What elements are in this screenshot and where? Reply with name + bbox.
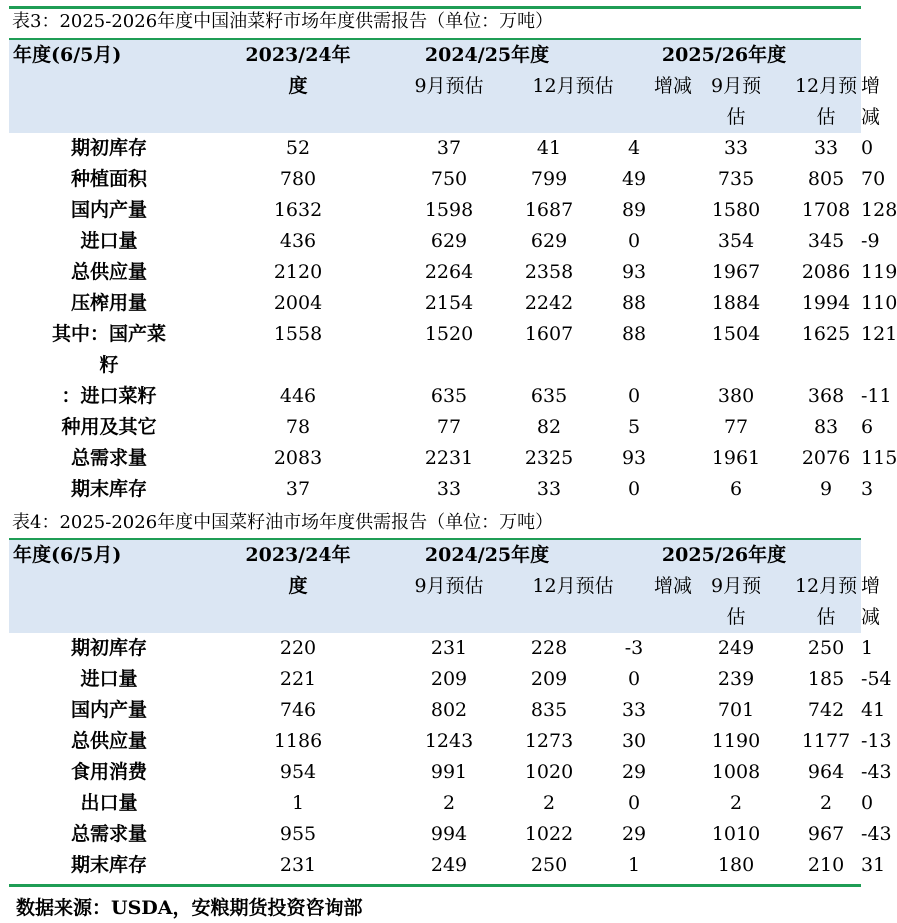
row-label-continuation: 籽 <box>99 354 119 376</box>
table-cell: 1884 <box>711 292 761 314</box>
table-cell: 29 <box>621 823 647 845</box>
table-cell: 446 <box>279 385 317 407</box>
table-cell: 2 <box>442 792 456 814</box>
table-cell: 249 <box>717 637 755 659</box>
table-cell: 2120 <box>273 261 323 283</box>
table-row: 国内产量 746 802 835 33 701 742 41 <box>9 695 861 726</box>
col-2024-25-header: 2024/25年度 <box>387 540 587 571</box>
source-note: 数据来源：USDA，安粮期货投资咨询部 <box>16 897 363 919</box>
header-row-3: 估 估 减 <box>9 602 861 633</box>
table-cell: 1190 <box>711 730 761 752</box>
table-cell: 742 <box>807 699 845 721</box>
dec-estimate-header-26: 12月预 <box>791 71 861 102</box>
table-row-continuation <box>9 350 861 381</box>
table-cell: 209 <box>530 668 568 690</box>
table-cell: 88 <box>621 292 647 314</box>
row-label: 进口量 <box>80 230 138 252</box>
table-cell: 5 <box>627 416 641 438</box>
table-cell: 83 <box>813 416 839 438</box>
col-2025-26-header: 2025/26年度 <box>587 40 861 71</box>
table-cell: 93 <box>621 447 647 469</box>
table-cell: 2004 <box>273 292 323 314</box>
table-row: 其中：国产菜 1558 1520 1607 88 1504 1625 121 <box>9 319 861 350</box>
table-cell: 2076 <box>801 447 851 469</box>
table-row: 期末库存 37 33 33 0 6 9 3 <box>9 474 861 505</box>
header-row-3: 估 估 减 <box>9 102 861 133</box>
table-cell: 2231 <box>424 447 474 469</box>
table-cell: 33 <box>813 137 839 159</box>
table-cell: 231 <box>279 854 317 876</box>
row-label: 总需求量 <box>70 823 147 845</box>
table-row: 进口量 436 629 629 0 354 345 -9 <box>9 226 861 257</box>
table-cell: 635 <box>530 385 568 407</box>
table-cell: 991 <box>430 761 468 783</box>
table-cell: 1010 <box>711 823 761 845</box>
table-cell: 249 <box>430 854 468 876</box>
table-cell: 33 <box>536 478 562 500</box>
table-cell: 37 <box>285 478 311 500</box>
header-row-1 <box>9 540 861 571</box>
table-cell: 368 <box>807 385 845 407</box>
table4 <box>9 540 892 881</box>
table-cell: 9 <box>819 478 833 500</box>
table3-body <box>9 133 897 505</box>
table-cell: 1961 <box>711 447 761 469</box>
table-cell: 701 <box>717 699 755 721</box>
sep-estimate-header-26-cont: 估 <box>681 102 791 133</box>
table-cell: 6 <box>729 478 743 500</box>
table-cell: 954 <box>279 761 317 783</box>
table-cell: 41 <box>536 137 562 159</box>
col-2023-24-header: 2023/24年 <box>209 540 387 571</box>
table-cell: 1580 <box>711 199 761 221</box>
table-cell: 1022 <box>524 823 574 845</box>
row-label: 总供应量 <box>70 730 147 752</box>
table-cell: 2264 <box>424 261 474 283</box>
table-cell: 994 <box>430 823 468 845</box>
row-label: 食用消费 <box>70 761 147 783</box>
row-label: 种用及其它 <box>61 416 157 438</box>
col-2025-26-header: 2025/26年度 <box>587 540 861 571</box>
table-cell: 1243 <box>424 730 474 752</box>
table-cell: 1186 <box>273 730 323 752</box>
table-cell: 33 <box>723 137 749 159</box>
table-cell: 221 <box>279 668 317 690</box>
table-cell: 1273 <box>524 730 574 752</box>
row-label: ：进口菜籽 <box>61 385 157 407</box>
table-cell: 185 <box>807 668 845 690</box>
table-cell: 1607 <box>524 323 574 345</box>
table-cell: 967 <box>807 823 845 845</box>
table4-body <box>9 633 892 881</box>
table-cell: 52 <box>285 137 311 159</box>
table-cell: 0 <box>627 230 641 252</box>
table-cell: 2358 <box>524 261 574 283</box>
table-row: ：进口菜籽 446 635 635 0 380 368 -11 <box>9 381 861 412</box>
year-column-header: 年度(6/5月) <box>9 540 209 571</box>
table-row: 总需求量 955 994 1022 29 1010 967 -43 <box>9 819 861 850</box>
table-cell: 1504 <box>711 323 761 345</box>
row-label: 其中：国产菜 <box>51 323 166 345</box>
row-label: 期初库存 <box>70 637 147 659</box>
table-cell: 1625 <box>801 323 851 345</box>
table-row: 国内产量 1632 1598 1687 89 1580 1708 128 <box>9 195 861 226</box>
row-label: 压榨用量 <box>70 292 147 314</box>
row-label: 期末库存 <box>70 854 147 876</box>
table-cell: 1020 <box>524 761 574 783</box>
table-cell: 0 <box>627 792 641 814</box>
table3 <box>9 40 897 505</box>
table-cell: 250 <box>530 854 568 876</box>
table-cell: 2 <box>819 792 833 814</box>
table-row: 种植面积 780 750 799 49 735 805 70 <box>9 164 861 195</box>
row-label: 国内产量 <box>70 199 147 221</box>
table-cell: 0 <box>627 478 641 500</box>
table-cell: 354 <box>717 230 755 252</box>
table-cell: 1994 <box>801 292 851 314</box>
table-cell: 955 <box>279 823 317 845</box>
table-cell: 0 <box>627 385 641 407</box>
table-cell: 1967 <box>711 261 761 283</box>
table-cell: 2154 <box>424 292 474 314</box>
table-cell: 231 <box>430 637 468 659</box>
change-header: 增减 <box>654 75 693 97</box>
table-cell: 82 <box>536 416 562 438</box>
table-cell: 0 <box>627 668 641 690</box>
table-cell: 88 <box>621 323 647 345</box>
table-cell: 2325 <box>524 447 574 469</box>
table-cell: 1687 <box>524 199 574 221</box>
table-row: 期末库存 231 249 250 1 180 210 31 <box>9 850 861 881</box>
dec-estimate-header-26-cont: 估 <box>791 602 861 633</box>
table-row: 总需求量 2083 2231 2325 93 1961 2076 115 <box>9 443 861 474</box>
table-cell: 2086 <box>801 261 851 283</box>
col-2023-24-header-cont: 度 <box>209 571 387 602</box>
table3-title: 表3：2025-2026年度中国油菜籽市场年度供需报告（单位：万吨） <box>12 11 554 32</box>
table-cell: 802 <box>430 699 468 721</box>
table-cell: 239 <box>717 668 755 690</box>
table-cell: 1520 <box>424 323 474 345</box>
table-cell: 750 <box>430 168 468 190</box>
sep-estimate-header: 9月预估 <box>387 571 511 602</box>
table-cell: 209 <box>430 668 468 690</box>
table-cell: 780 <box>279 168 317 190</box>
table-cell: 37 <box>436 137 462 159</box>
header-row-1 <box>9 40 861 71</box>
table-cell: 1 <box>627 854 641 876</box>
table-cell: 77 <box>436 416 462 438</box>
table-row: 出口量 1 2 2 0 2 2 0 <box>9 788 861 819</box>
table-cell: 1008 <box>711 761 761 783</box>
table-row: 压榨用量 2004 2154 2242 88 1884 1994 110 <box>9 288 861 319</box>
row-label: 出口量 <box>80 792 138 814</box>
table-cell: 2242 <box>524 292 574 314</box>
year-column-header: 年度(6/5月) <box>9 40 209 71</box>
table-cell: 964 <box>807 761 845 783</box>
table-cell: 78 <box>285 416 311 438</box>
dec-estimate-header: 12月预估 <box>532 575 614 597</box>
table-row: 总供应量 2120 2264 2358 93 1967 2086 119 <box>9 257 861 288</box>
table-cell: 2083 <box>273 447 323 469</box>
col-2023-24-header: 2023/24年 <box>209 40 387 71</box>
table-row: 进口量 221 209 209 0 239 185 -54 <box>9 664 861 695</box>
table-cell: 799 <box>530 168 568 190</box>
row-label: 期初库存 <box>70 137 147 159</box>
row-label: 种植面积 <box>70 168 147 190</box>
table-cell: 2 <box>542 792 556 814</box>
change-header: 增减 <box>654 575 693 597</box>
table-cell: 635 <box>430 385 468 407</box>
table-cell: 345 <box>807 230 845 252</box>
table-cell: 1708 <box>801 199 851 221</box>
table-cell: 746 <box>279 699 317 721</box>
table-cell: 1 <box>291 792 305 814</box>
table-row: 种用及其它 78 77 82 5 77 83 6 <box>9 412 861 443</box>
header-row-2: 度 9月预估 12月预估 增减 9月预 12月预 增 <box>9 71 861 102</box>
table-cell: -3 <box>624 637 644 659</box>
table-cell: 250 <box>807 637 845 659</box>
table-cell: 805 <box>807 168 845 190</box>
row-label: 国内产量 <box>70 699 147 721</box>
table-cell: 1632 <box>273 199 323 221</box>
table-cell: 436 <box>279 230 317 252</box>
table-row: 食用消费 954 991 1020 29 1008 964 -43 <box>9 757 861 788</box>
row-label: 进口量 <box>80 668 138 690</box>
table-row: 期初库存 220 231 228 -3 249 250 1 <box>9 633 861 664</box>
table-cell: 33 <box>621 699 647 721</box>
header-row-2: 度 9月预估 12月预估 增减 9月预 12月预 增 <box>9 571 861 602</box>
dec-estimate-header-26: 12月预 <box>791 571 861 602</box>
table-row: 总供应量 1186 1243 1273 30 1190 1177 -13 <box>9 726 861 757</box>
sep-estimate-header-26: 9月预 <box>681 71 791 102</box>
table-cell: 30 <box>621 730 647 752</box>
table-cell: 735 <box>717 168 755 190</box>
table-cell: 1558 <box>273 323 323 345</box>
table-cell: 29 <box>621 761 647 783</box>
table-cell: 180 <box>717 854 755 876</box>
row-label: 总需求量 <box>70 447 147 469</box>
table-cell: 835 <box>530 699 568 721</box>
sep-estimate-header-26: 9月预 <box>681 571 791 602</box>
table-cell: 380 <box>717 385 755 407</box>
table-cell: 49 <box>621 168 647 190</box>
table-cell: 228 <box>530 637 568 659</box>
table-cell: 629 <box>530 230 568 252</box>
sep-estimate-header: 9月预估 <box>387 71 511 102</box>
dec-estimate-header-26-cont: 估 <box>791 102 861 133</box>
table-cell: 210 <box>807 854 845 876</box>
table-cell: 89 <box>621 199 647 221</box>
sep-estimate-header-26-cont: 估 <box>681 602 791 633</box>
row-label: 总供应量 <box>70 261 147 283</box>
table-row: 期初库存 52 37 41 4 33 33 0 <box>9 133 861 164</box>
table-cell: 1177 <box>801 730 851 752</box>
col-2024-25-header: 2024/25年度 <box>387 40 587 71</box>
row-label: 期末库存 <box>70 478 147 500</box>
table-cell: 2 <box>729 792 743 814</box>
table4-title: 表4：2025-2026年度中国菜籽油市场年度供需报告（单位：万吨） <box>12 512 554 533</box>
table-cell: 4 <box>627 137 641 159</box>
table-cell: 629 <box>430 230 468 252</box>
table-cell: 33 <box>436 478 462 500</box>
table-cell: 220 <box>279 637 317 659</box>
dec-estimate-header: 12月预估 <box>532 75 614 97</box>
table-cell: 1598 <box>424 199 474 221</box>
top-rule <box>9 6 861 9</box>
table-cell: 93 <box>621 261 647 283</box>
col-2023-24-header-cont: 度 <box>209 71 387 102</box>
bottom-rule <box>9 884 861 887</box>
table-cell: 77 <box>723 416 749 438</box>
